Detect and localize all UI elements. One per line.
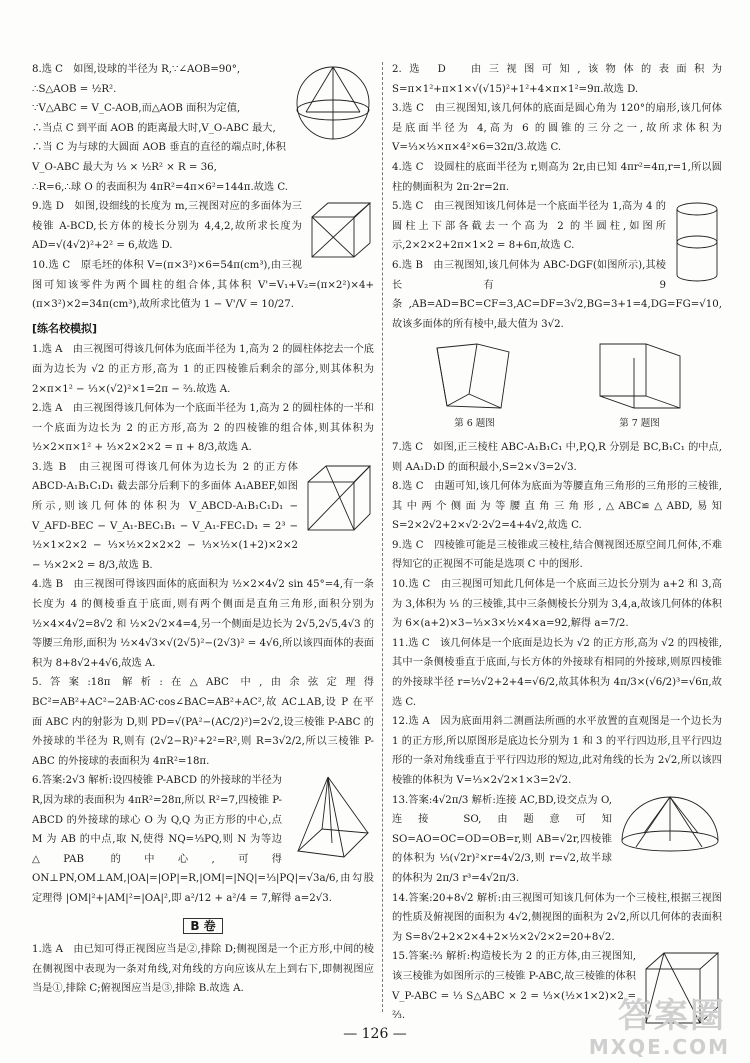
solution-9: 9.选 D 如图,设细线的长度为 m,三视图对应的多面体为三棱锥 A-BCD,长方体的棱长分别为 4,4,2,故所求长度为 AD=√(4√2)²+2² = 6,故选 D. (32, 201, 302, 252)
solution-10: 10.选 C 原毛坯的体积 V=(π×3²)×6=54π(cm³),由三视图可知该零件为两个圆柱的组合体,其体积 V'=V₁+V₂=(π×2²)×4+(π×3²)×2=34π(cm³),故所求比值为 1 − V'/V = 10/27. (32, 259, 374, 311)
watermark-logo: 答案圈 (618, 996, 726, 1036)
r-solution-12: 12.选 A 因为底面用斜二测画法所画的水平放置的直观图是一个边长为 1 的正方形,所以原图形是底边长分别为 1 和 3 的平行四边形,且平行四边形的一条对角线垂直于平行四边形的短边,此对角线的长为 2√2,所以该四棱锥的体积为 V=⅓×2√2×1×3=2√2. (392, 716, 722, 786)
sphere-figure (292, 62, 374, 144)
pyramid-figure-6 (288, 773, 374, 865)
r-solution-10: 10.选 C 由三视图可知此几何体是一个底面三边长分别为 a+2 和 3,高为 3,体积为 ⅓ 的三棱锥,其中三条侧棱长分别为 3,4,a,故该几何体的体积为 6×(a+2)×3−⅓×3×½×4×a=92,解得 a=7/2. (392, 579, 722, 630)
mock-solution-4: 4.选 B 由三视图可得该四面体的底面积为 ½×2×4√2 sin 45°=4,有一条长度为 4 的侧棱垂直于底面,则有两个侧面是直角三角形,面积分别为 ½×4×4√2=8√2 和 ½×2√2×4=4,另一个侧面是边长为 2√5,2√5,4√3 的等腰三角形,面积为 ½×4√3×√(2√5)²−(2√3)² = 4√6,所以该四面体的表面积为 8+8√2+4√6,故选 A. (32, 579, 374, 669)
polyhedron-figure-6 (429, 338, 521, 414)
page-number: — 126 — (343, 1026, 407, 1042)
right-column (392, 60, 722, 1033)
left-column (32, 60, 374, 999)
r-solution-5: 5.选 C 由三视图知该几何体是一个底面半径为 1,高为 4 的圆柱上下部各截去一个高为 2 的半圆柱,如图所示,2×2×2+2π×1×2 = 8+6π,故选 C. (392, 201, 666, 252)
cube-figure-3 (304, 460, 374, 536)
figure-7 (594, 338, 686, 434)
r-solution-11: 11.选 C 该几何体是一个底面是边长为 √2 的正方形,高为 √2 的四棱锥,其中一条侧棱垂直于底面,与长方体的外接球有相同的外接球,则原四棱锥的外接球半径 r=½√2+2+4=√6/2,故其体积为 4π/3×(√6/2)³=√6π,故选 C. (392, 637, 722, 708)
solution-8-line2: ∴S△AOB = ½R². (32, 83, 117, 95)
section-mock-heading: [练名校模拟] (32, 321, 98, 335)
r-solution-3: 3.选 C 由三视图知,该几何体的底面是圆心角为 120°的扇形,该几何体是底面半径为 4,高为 6 的圆锥的三分之一,故所求体积为 V=⅓×⅓×π×4²×6=32π/3.故选 C. (392, 103, 722, 154)
figure-7-caption: 第 7 题图 (619, 418, 660, 430)
watermark-url: MXQE.COM (588, 1035, 730, 1059)
r-solution-2: 2.选 D 由三视图可知,该物体的表面积为 S=π×1²+π×1×√(√15)²+1²+4×π×1²=9π.故选 D. (392, 64, 722, 95)
mock-solution-1: 1.选 A 由三视图可得该几何体为底面半径为 1,高为 2 的圆柱体挖去一个底面为边长为 √2 的正方形,高为 1 的正四棱锥后剩余的部分,则其体积为 2×π×1² − ⅓×(√2)²×1=2π − ⅔.故选 A. (32, 344, 374, 395)
cylinder-figure-5 (672, 199, 722, 285)
solution-8-line5: ∴当 C 为与球的大圆面 AOB 垂直的直径的端点时,体积 V_O-ABC 最大为 ⅓ × ½R² × R = 36, (32, 142, 286, 173)
mock-solution-6: 6.答案:2√3 解析:设四棱锥 P-ABCD 的外接球的半径为 R,因为球的表面积为 4πR²=28π,所以 R²=7,四棱锥 P-ABCD 的外接球的球心 O 为 Q,Q 为正方形的中心,点 M 为 AB 的中点,取 N,使得 NQ=⅓PQ,则 N 为等边△PAB 的中心,可得 ON⊥PN,OM⊥AM,|OA|=|OP|=R,|OM|=|NQ|=⅓|PQ|=√3a/6,由勾股定理得 |OM|²+|AM|²=|OA|²,即 a²/12 + a²/4 = 7,解得 a=2√3. (32, 775, 374, 904)
hemisphere-figure-13 (618, 793, 722, 855)
mock-solution-2: 2.选 A 由三视图得该几何体为一个底面半径为 1,高为 2 的圆柱体的一半和一个底面为边长为 2 的正方形,高为 2 的四棱锥的组合体,则其体积为 ½×2×π×1² + ⅓×2×2×2 = π + 8/3,故选 A. (32, 403, 374, 454)
column-divider (382, 62, 383, 1012)
r-solution-7: 7.选 C 如图,正三棱柱 ABC-A₁B₁C₁ 中,P,Q,R 分别是 BC,B₁C₁ 的中点,则 AA₁D₁D 的面积最小,S=2×√3=2√3. (392, 441, 722, 473)
r-solution-6: 6.选 B 由三视图知,该几何体为 ABC-DGF(如图所示),其棱长有 9 条,AB=AD=BC=CF=3,AC=DF=3√2,BG=3+1=4,DG=FG=√10,故该多面体的所有棱中,最大值为 3√2. (392, 259, 722, 330)
r-solution-14: 14.答案:20+8√2 解析:由三视图可知该几何体为一个三棱柱,根据三视图的性质及俯视图的面积为 4√2,侧视图的面积为 2√2,所以几何体的表面积为 S=8√2+2×2×4+2×½×2√2×2=20+8√2. (392, 892, 722, 943)
b-solution-1: 1.选 A 由已知可得正视图应当是②,排除 D;侧视图是一个正方形,中间的棱在侧视图中表现为一条对角线,对角线的方向应该从左上到右下,即侧视图应当是①,排除 C;俯视图应当是③,排除 B.故选 A. (32, 944, 374, 995)
mock-solution-3: 3.选 B 由三视图可得该几何体为边长为 2 的正方体 ABCD-A₁B₁C₁D₁ 截去部分后剩下的多面体 A₁ABEF,如图所示,则该几何体的体积为 V_ABCD-A₁B₁C₁D₁ − V_AFD-BEC − V_A₁-BEC₁B₁ − V_A₁-FEC₁D₁ = 2³ − ½×1×2×2 − ⅓×½×2×2×2 − ⅓×½×(1+2)×2×2 − ⅓×2×2 = 8/3,故选 B. (32, 461, 298, 571)
solution-8-line4: ∴当点 C 到平面 AOB 的距离最大时,V_O-ABC 最大, (32, 122, 276, 134)
figure-6-caption: 第 6 题图 (454, 418, 495, 430)
mock-solution-5: 5.答案:18π 解析:在△ABC 中,由余弦定理得 BC²=AB²+AC²−2AB·AC·cos∠BAC=AB²+AC²,故 AC⊥AB,设 P 在平面 ABC 内的射影为 D,则 PD=√(PA²−(AC/2)²)=2√2,设三棱锥 P-ABC 的外接球的半径为 R,则有 (2√2−R)²+2²=R²,则 R=3√2/2,所以三棱锥 P-ABC 的外接球的表面积为 4πR²=18π. (32, 677, 374, 767)
solution-8: 8.选 C 如图,设球的半径为 R,∵∠AOB=90°, (32, 64, 241, 75)
r-solution-15: 15.答案:⅔ 解析:构造棱长为 2 的正方体,由三视图知,该三棱锥为如图所示的三棱锥 P-ABC,故三棱锥的体积 V_P-ABC = ⅓ S△ABC × 2 = ⅓×(½×1×2)×2 = ⅔. (392, 951, 636, 1022)
prism-figure-7 (594, 338, 686, 414)
figure-pair-6-7 (392, 338, 722, 434)
figure-6 (429, 338, 521, 434)
cube-figure-9 (308, 199, 374, 261)
r-solution-9: 9.选 C 四棱锥可能是三棱锥或三棱柱,结合侧视图还原空间几何体,不难得知它的正视图不可能是选项 C 中的图形. (392, 539, 722, 571)
solution-8-line3: ∵V△ABC = V_C-AOB,而△AOB 面积为定值, (32, 103, 241, 115)
solution-8-line6: ∴R=6,∴球 O 的表面积为 4πR²=4π×6²=144π.故选 C. (32, 181, 289, 193)
section-b-heading: B 卷 (32, 917, 374, 937)
r-solution-4: 4.选 C 设圆柱的底面半径为 r,则高为 2r,由已知 4πr²=4π,r=1,所以圆柱的侧面积为 2π·2r=2π. (392, 161, 722, 193)
r-solution-8: 8.选 C 由题可知,该几何体为底面为等腰直角三角形的三角形的三棱锥,其中两个侧面为等腰直角三角形,△ABC≌△ABD,易知 S=2×2√2+2×√2·2√2=4+4√2,故选 C. (392, 481, 722, 532)
r-solution-13: 13.答案:4√2π/3 解析:连接 AC,BD,设交点为 O,连接 SO,由题意可知 SO=AO=OC=OD=OB=r,则 AB=√2r,四棱锥的体积为 ⅓(√2r)²×r=4√2/3,则 r=√2,故半球的体积为 2π/3 r³=4√2π/3. (392, 794, 612, 884)
